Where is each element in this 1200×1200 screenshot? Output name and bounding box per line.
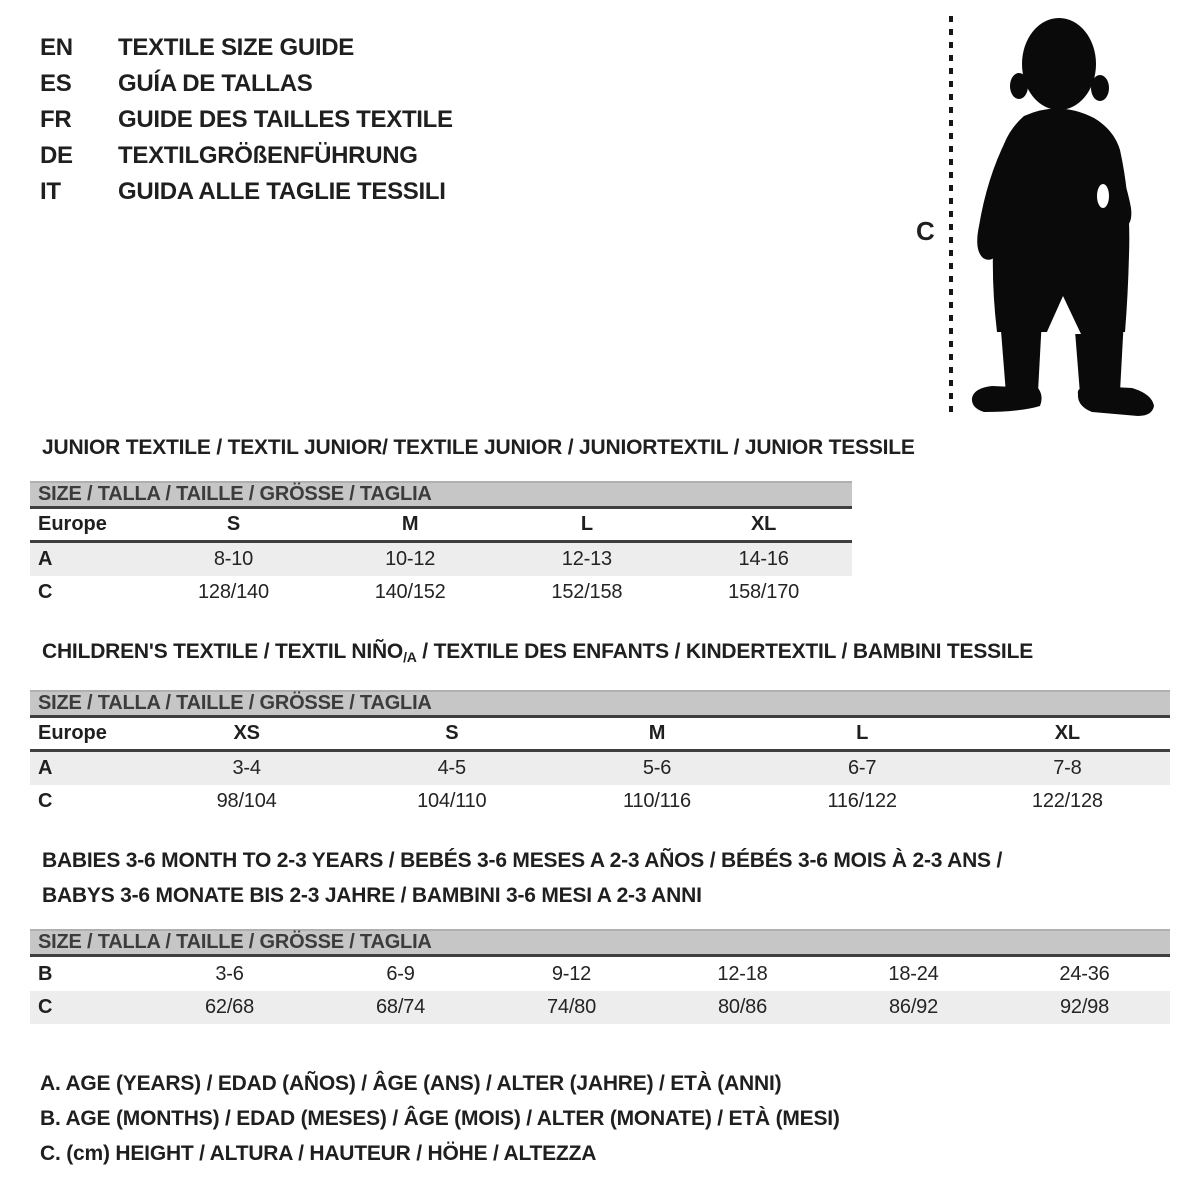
babies-title-line1: BABIES 3-6 MONTH TO 2-3 YEARS / BEBÉS 3-6 MESES A 2-3 AÑOS / BÉBÉS 3-6 MOIS À 2-3 ANS / — [42, 849, 1003, 872]
table-cell: 128/140 — [197, 581, 269, 603]
table-cell: 104/110 — [417, 790, 487, 812]
language-row-de — [40, 138, 453, 174]
table-cell: 62/68 — [204, 996, 255, 1018]
language-code: IT — [40, 178, 61, 205]
table-cell: 116/122 — [827, 790, 897, 812]
junior-section-title: JUNIOR TEXTILE / TEXTIL JUNIOR/ TEXTILE JUNIOR / JUNIORTEXTIL / JUNIOR TESSILE — [42, 436, 915, 459]
children-title-text: CHILDREN'S TEXTILE / TEXTIL NIÑO — [42, 640, 404, 663]
table-cell: 110/116 — [623, 790, 691, 812]
table-cell: 6-9 — [386, 962, 415, 985]
column-header: L — [856, 722, 869, 744]
table-cell: 6-7 — [848, 757, 877, 779]
column-header: XL — [751, 513, 777, 535]
table-row-height — [30, 576, 852, 609]
babies-title-line2: BABYS 3-6 MONATE BIS 2-3 JAHRE / BAMBINI 3-6 MESI A 2-3 ANNI — [42, 884, 702, 907]
table-cell: 74/80 — [546, 996, 597, 1018]
table-header-row — [30, 718, 1170, 752]
children-title-sub: /A — [403, 649, 417, 665]
language-row-en — [40, 30, 453, 66]
column-header: M — [401, 513, 419, 535]
table-cell: 122/128 — [1031, 790, 1103, 812]
column-header: S — [445, 722, 459, 744]
table-cell: 80/86 — [717, 996, 768, 1018]
table-cell: 12-13 — [561, 548, 612, 570]
language-row-it — [40, 174, 453, 210]
language-title: GUIDA ALLE TAGLIE TESSILI — [118, 178, 446, 205]
region-label: Europe — [38, 722, 107, 744]
row-label: A — [38, 548, 53, 570]
size-header-bar: SIZE / TALLA / TAILLE / GRÖSSE / TAGLIA — [30, 690, 1170, 718]
table-cell: 9-12 — [551, 962, 592, 985]
language-title-block — [40, 30, 453, 210]
language-title: GUÍA DE TALLAS — [118, 70, 313, 97]
region-label: Europe — [38, 513, 107, 535]
column-header: L — [580, 513, 593, 535]
row-label: A — [38, 757, 53, 779]
table-cell: 18-24 — [888, 962, 939, 985]
table-cell: 68/74 — [375, 996, 426, 1018]
row-label: C — [38, 790, 53, 812]
legend-line-c: C. (cm) HEIGHT / ALTURA / HAUTEUR / HÖHE / ALTEZZA — [40, 1142, 597, 1165]
table-row-age — [30, 543, 852, 576]
language-code: DE — [40, 142, 73, 169]
table-cell: 140/152 — [374, 581, 446, 603]
height-measure-label: C — [916, 216, 935, 246]
language-row-fr — [40, 102, 453, 138]
language-title: TEXTILGRÖßENFÜHRUNG — [118, 142, 418, 169]
table-row-months — [30, 957, 1170, 991]
row-label: B — [38, 962, 53, 985]
height-measure-figure — [900, 0, 1200, 430]
column-header: S — [226, 513, 240, 535]
junior-size-table — [30, 481, 852, 609]
table-cell: 14-16 — [738, 548, 789, 570]
table-cell: 152/158 — [551, 581, 623, 603]
legend-line-b: B. AGE (MONTHS) / EDAD (MESES) / ÂGE (MOIS) / ALTER (MONATE) / ETÀ (MESI) — [40, 1107, 840, 1130]
column-header: XS — [233, 722, 260, 744]
table-cell: 8-10 — [213, 548, 254, 570]
column-header: XL — [1054, 722, 1080, 744]
table-cell: 24-36 — [1059, 962, 1110, 985]
table-cell: 7-8 — [1053, 757, 1082, 779]
toddler-silhouette — [972, 18, 1154, 416]
language-title: GUIDE DES TAILLES TEXTILE — [118, 106, 453, 133]
language-row-es — [40, 66, 453, 102]
table-cell: 10-12 — [385, 548, 436, 570]
babies-size-table — [30, 929, 1170, 1024]
children-title-text: / TEXTILE DES ENFANTS / KINDERTEXTIL / BAMBINI TESSILE — [416, 640, 1034, 663]
table-cell: 5-6 — [642, 757, 672, 779]
table-row-age — [30, 752, 1170, 785]
language-title: TEXTILE SIZE GUIDE — [118, 34, 354, 61]
table-cell: 86/92 — [888, 996, 939, 1018]
language-code: FR — [40, 106, 72, 133]
children-size-table — [30, 690, 1170, 818]
measure-legend — [40, 1066, 840, 1171]
row-label: C — [38, 996, 53, 1018]
legend-line-a: A. AGE (YEARS) / EDAD (AÑOS) / ÂGE (ANS) / ALTER (JAHRE) / ETÀ (ANNI) — [40, 1072, 782, 1095]
table-row-height — [30, 991, 1170, 1024]
row-label: C — [38, 581, 53, 603]
language-code: EN — [40, 34, 73, 61]
size-header-bar: SIZE / TALLA / TAILLE / GRÖSSE / TAGLIA — [30, 929, 1170, 957]
table-cell: 98/104 — [216, 790, 277, 812]
table-cell: 4-5 — [437, 757, 466, 779]
table-header-row — [30, 509, 852, 543]
table-cell: 3-6 — [215, 962, 244, 985]
table-cell: 92/98 — [1059, 996, 1110, 1018]
column-header: M — [648, 722, 666, 744]
table-cell: 3-4 — [232, 757, 261, 779]
table-row-height — [30, 785, 1170, 818]
language-code: ES — [40, 70, 72, 97]
toddler-silhouette-icon — [900, 0, 1200, 430]
table-cell: 158/170 — [728, 581, 800, 603]
size-header-bar: SIZE / TALLA / TAILLE / GRÖSSE / TAGLIA — [30, 481, 852, 509]
children-section-title — [42, 640, 1033, 669]
table-cell: 12-18 — [717, 962, 768, 985]
babies-section-title — [42, 843, 1002, 913]
